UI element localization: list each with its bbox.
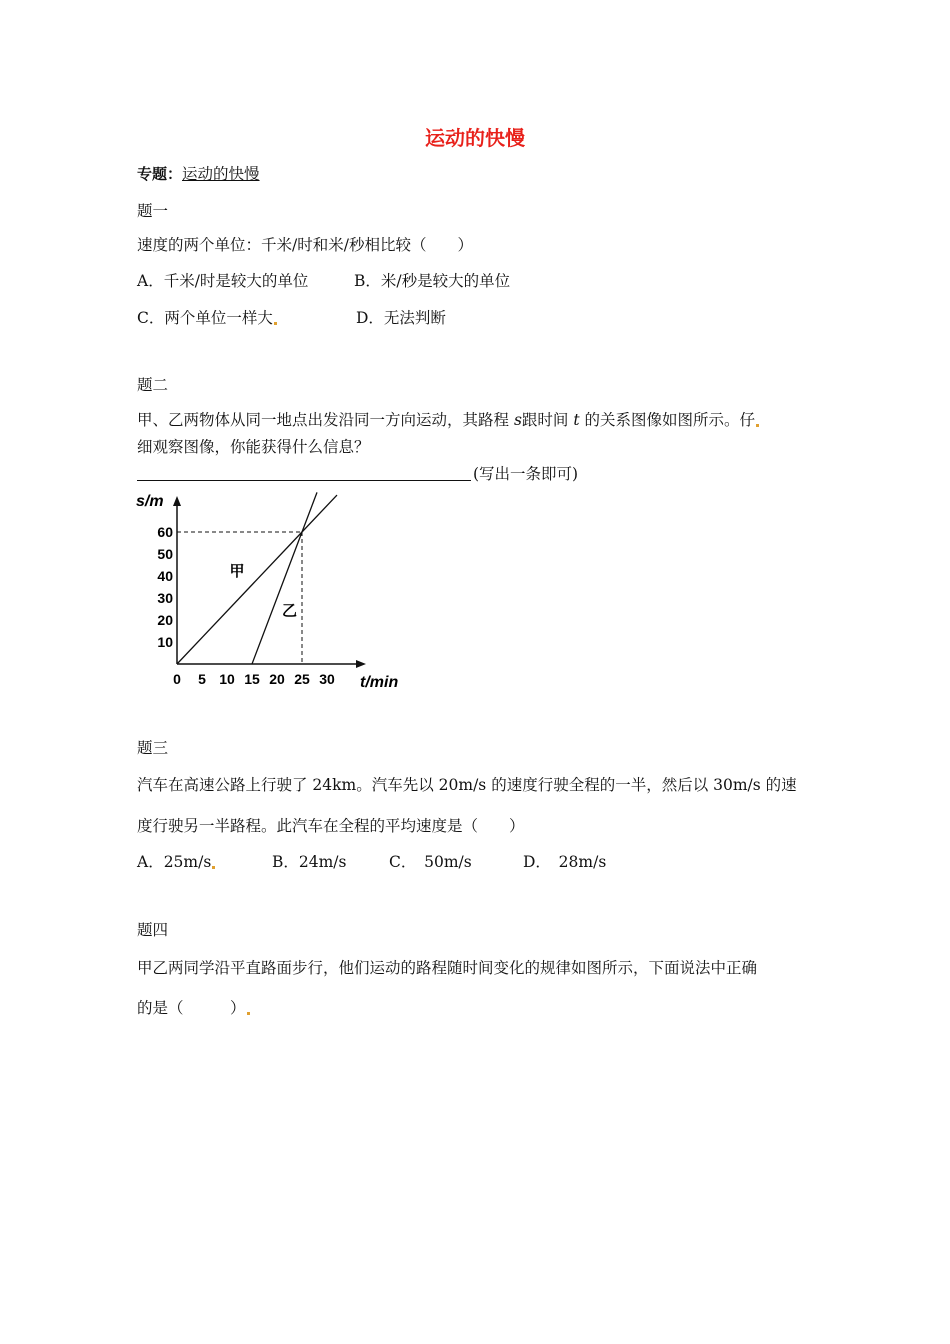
topic-value: 运动的快慢	[182, 165, 260, 183]
y-tick-label: 20	[157, 612, 173, 628]
y-axis-arrow-icon	[173, 496, 181, 506]
q2-var-t: t	[573, 411, 580, 429]
x-tick-label: 30	[319, 671, 335, 687]
y-tick-label: 60	[157, 524, 173, 540]
y-tick-label: 30	[157, 590, 173, 606]
q1-option-b: B．米/秒是较大的单位	[354, 272, 511, 290]
q3-stem-line1: 汽车在高速公路上行驶了 24km。汽车先以 20m/s 的速度行驶全程的一半，然后以 30m/s 的速	[137, 776, 797, 794]
q1-heading: 题一	[137, 202, 169, 220]
q4-heading: 题四	[137, 921, 169, 939]
q1-option-d: D．无法判断	[356, 309, 446, 327]
q3-option-c: C． 50m/s	[389, 853, 472, 871]
x-tick-label: 15	[244, 671, 260, 687]
q1-option-c-wrap	[137, 308, 277, 328]
y-axis-label: s/m	[136, 493, 164, 510]
page-title: 运动的快慢	[425, 126, 525, 150]
q4-stem-line2: 的是（ ）	[137, 999, 246, 1017]
y-tick-label: 40	[157, 568, 173, 584]
x-axis-label: t/min	[360, 674, 399, 691]
y-tick-label: 50	[157, 546, 173, 562]
x-axis-arrow-icon	[356, 660, 366, 668]
q4-stem-line2-wrap	[137, 998, 250, 1018]
q3-option-b: B．24m/s	[272, 853, 347, 871]
q2-stem-line1	[137, 410, 759, 430]
q2-stem-line2: 细观察图像，你能获得什么信息？	[137, 438, 370, 456]
q3-option-a: A．25m/s	[137, 853, 212, 871]
emphasis-dot-icon	[756, 424, 759, 427]
y-tick-label: 10	[157, 634, 173, 650]
q2-stem-part-c: 的关系图像如图所示。仔	[579, 411, 756, 429]
q3-heading: 题三	[137, 739, 169, 757]
topic-line	[137, 164, 260, 184]
x-tick-label: 5	[198, 671, 206, 687]
topic-label: 专题：	[137, 165, 183, 183]
q3-option-a-wrap	[137, 852, 215, 872]
q2-answer-hint: (写出一条即可)	[473, 465, 579, 483]
emphasis-dot-icon	[274, 322, 277, 325]
q3-stem-line2: 度行驶另一半路程。此汽车在全程的平均速度是（ ）	[137, 817, 525, 835]
x-tick-label: 0	[173, 671, 181, 687]
emphasis-dot-icon	[212, 866, 215, 869]
x-tick-label: 25	[294, 671, 310, 687]
q4-stem-line1: 甲乙两同学沿平直路面步行，他们运动的路程随时间变化的规律如图所示，下面说法中正确	[137, 959, 758, 977]
q1-option-a: A．千米/时是较大的单位	[137, 272, 309, 290]
q2-stem-part-a: 甲、乙两物体从同一地点出发沿同一方向运动，其路程	[137, 411, 514, 429]
q2-stem-part-b: 跟时间	[521, 411, 574, 429]
q1-option-c: C．两个单位一样大	[137, 309, 273, 327]
q2-answer-blank[interactable]	[137, 480, 471, 481]
x-tick-label: 20	[269, 671, 285, 687]
q1-stem: 速度的两个单位：千米/时和米/秒相比较（ ）	[137, 236, 473, 254]
emphasis-dot-icon	[247, 1012, 250, 1015]
series-line-1	[177, 495, 337, 664]
series-label-1: 甲	[229, 563, 245, 580]
s-t-graph	[130, 492, 399, 692]
q2-var-s: s	[513, 411, 522, 429]
q2-heading: 题二	[137, 376, 169, 394]
q3-option-d: D． 28m/s	[523, 853, 607, 871]
x-tick-label: 10	[219, 671, 235, 687]
series-line-2	[252, 492, 317, 664]
series-label-2: 乙	[282, 602, 298, 620]
